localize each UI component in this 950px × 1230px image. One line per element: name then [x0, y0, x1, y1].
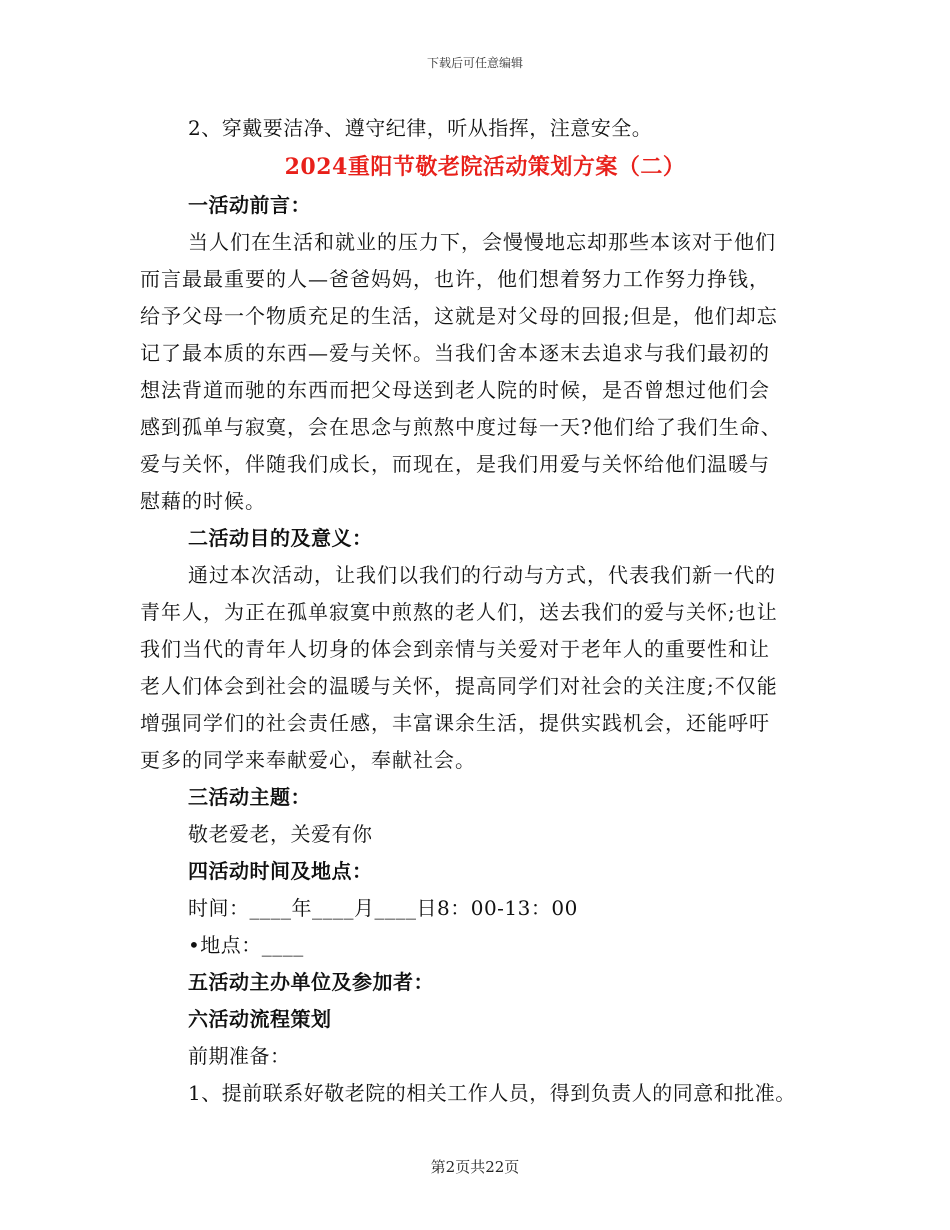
section3-heading: 三活动主题： [188, 785, 311, 809]
page-number: 第2页共22页 [430, 1158, 520, 1176]
section4-heading: 四活动时间及地点： [188, 859, 373, 883]
paragraph-line: 而言最最重要的人—爸爸妈妈，也许，他们想着努力工作努力挣钱， [140, 267, 770, 291]
paragraph-line: 给予父母一个物质充足的生活，这就是对父母的回报;但是，他们却忘 [140, 304, 778, 328]
section6-subheading: 前期准备： [188, 1044, 291, 1068]
section6-heading: 六活动流程策划 [188, 1007, 332, 1031]
section1-paragraph [140, 224, 830, 520]
paragraph-line: 青年人，为正在孤单寂寞中煎熬的老人们，送去我们的爱与关怀;也让 [140, 600, 778, 624]
intro-line: 2、穿戴要洁净、遵守纪律，听从指挥，注意安全。 [188, 116, 653, 140]
paragraph-line: 爱与关怀，伴随我们成长，而现在，是我们用爱与关怀给他们温暖与 [140, 452, 770, 476]
header-note: 下载后可任意编辑 [426, 56, 523, 70]
paragraph-line: 想法背道而驰的东西而把父母送到老人院的时候，是否曾想过他们会 [140, 378, 770, 402]
event-time: 时间：____年____月____日8：00-13：00 [188, 896, 578, 920]
event-place: •地点：____ [188, 933, 304, 957]
section5-heading: 五活动主办单位及参加者： [188, 970, 434, 994]
section1-heading: 一活动前言： [188, 193, 311, 217]
paragraph-line: 更多的同学来奉献爱心，奉献社会。 [140, 748, 476, 772]
section2-paragraph [140, 557, 830, 779]
section6-item1: 1、提前联系好敬老院的相关工作人员，得到负责人的同意和批准。 [188, 1081, 796, 1105]
paragraph-line: 感到孤单与寂寞，会在思念与煎熬中度过每一天?他们给了我们生命、 [140, 415, 782, 439]
section2-heading: 二活动目的及意义： [188, 526, 373, 550]
document-body [140, 110, 830, 1112]
document-title: 2024重阳节敬老院活动策划方案（二） [284, 154, 686, 180]
section3-text: 敬老爱老，关爱有你 [188, 822, 373, 846]
paragraph-line: 慰藉的时候。 [140, 489, 266, 513]
paragraph-line: 记了最本质的东西—爱与关怀。当我们舍本逐末去追求与我们最初的 [140, 341, 770, 365]
paragraph-line: 我们当代的青年人切身的体会到亲情与关爱对于老年人的重要性和让 [140, 637, 770, 661]
paragraph-line: 当人们在生活和就业的压力下，会慢慢地忘却那些本该对于他们 [188, 230, 776, 254]
paragraph-line: 老人们体会到社会的温暖与关怀，提高同学们对社会的关注度;不仅能 [140, 674, 778, 698]
paragraph-line: 增强同学们的社会责任感，丰富课余生活，提供实践机会，还能呼吁 [140, 711, 770, 735]
paragraph-line: 通过本次活动，让我们以我们的行动与方式，代表我们新一代的 [188, 563, 776, 587]
